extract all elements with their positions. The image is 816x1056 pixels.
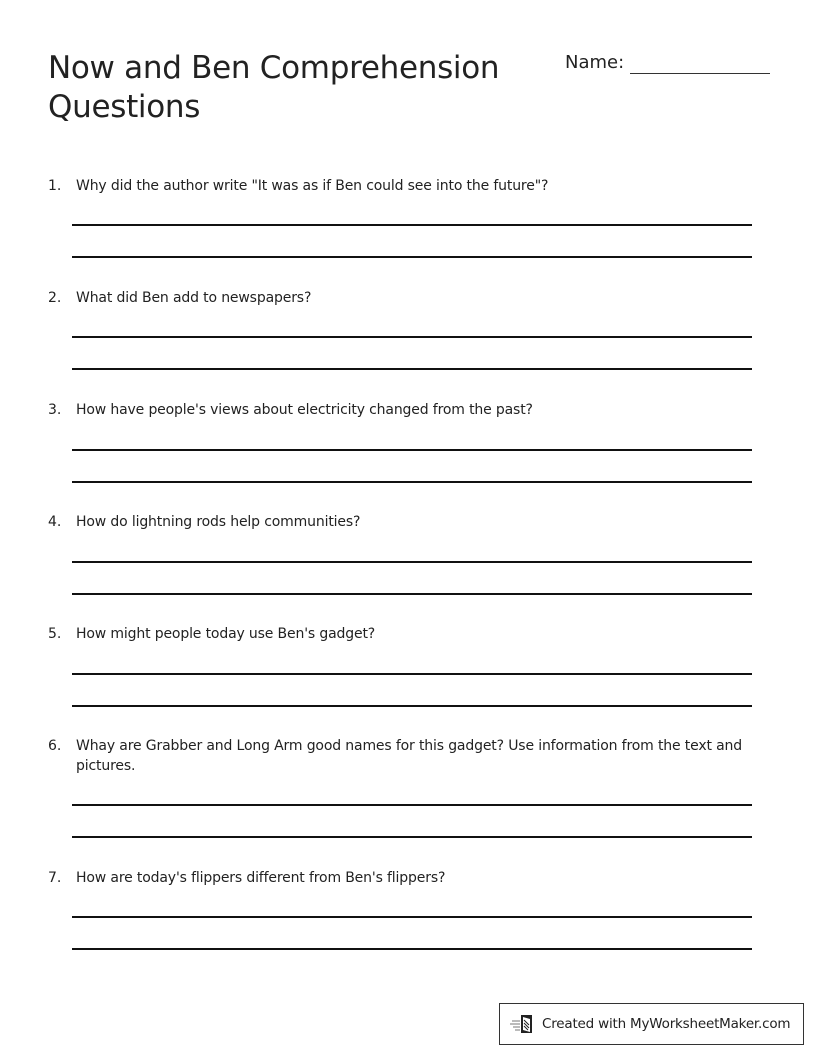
page-title: Now and Ben Comprehension Questions xyxy=(48,50,500,125)
name-blank-line[interactable] xyxy=(630,73,770,74)
answer-line[interactable] xyxy=(72,224,752,226)
worksheet-maker-logo-icon xyxy=(510,1013,536,1035)
question-number: 4. xyxy=(48,514,62,530)
answer-line[interactable] xyxy=(72,256,752,258)
answer-line[interactable] xyxy=(72,804,752,806)
question-number: 1. xyxy=(48,178,62,194)
question-text: What did Ben add to newspapers? xyxy=(76,290,312,306)
answer-line[interactable] xyxy=(72,916,752,918)
answer-line[interactable] xyxy=(72,368,752,370)
answer-line[interactable] xyxy=(72,948,752,950)
question-number: 3. xyxy=(48,402,62,418)
question-4 xyxy=(48,512,758,532)
answer-line[interactable] xyxy=(72,561,752,563)
question-2 xyxy=(48,288,758,308)
answer-line[interactable] xyxy=(72,673,752,675)
answer-line[interactable] xyxy=(72,836,752,838)
question-number: 7. xyxy=(48,870,62,886)
question-text: How have people's views about electricity changed from the past? xyxy=(76,402,533,418)
question-number: 5. xyxy=(48,626,62,642)
question-6 xyxy=(48,736,758,776)
name-field xyxy=(565,51,770,75)
footer-credit-text: Created with MyWorksheetMaker.com xyxy=(542,1016,791,1032)
name-label: Name: xyxy=(565,52,625,73)
answer-line[interactable] xyxy=(72,481,752,483)
question-1 xyxy=(48,176,758,196)
answer-line[interactable] xyxy=(72,593,752,595)
footer-badge[interactable] xyxy=(499,1003,804,1045)
question-text: How are today's flippers different from Ben's flippers? xyxy=(76,870,446,886)
question-text: How might people today use Ben's gadget? xyxy=(76,626,376,642)
answer-line[interactable] xyxy=(72,449,752,451)
answer-line[interactable] xyxy=(72,705,752,707)
question-number: 6. xyxy=(48,738,62,754)
question-text: How do lightning rods help communities? xyxy=(76,514,361,530)
question-3 xyxy=(48,400,758,420)
question-5 xyxy=(48,624,758,644)
question-7 xyxy=(48,868,758,888)
answer-line[interactable] xyxy=(72,336,752,338)
question-text: Whay are Grabber and Long Arm good names for this gadget? Use information from the text and pictures. xyxy=(76,738,742,774)
question-number: 2. xyxy=(48,290,62,306)
question-text: Why did the author write "It was as if Ben could see into the future"? xyxy=(76,178,549,194)
